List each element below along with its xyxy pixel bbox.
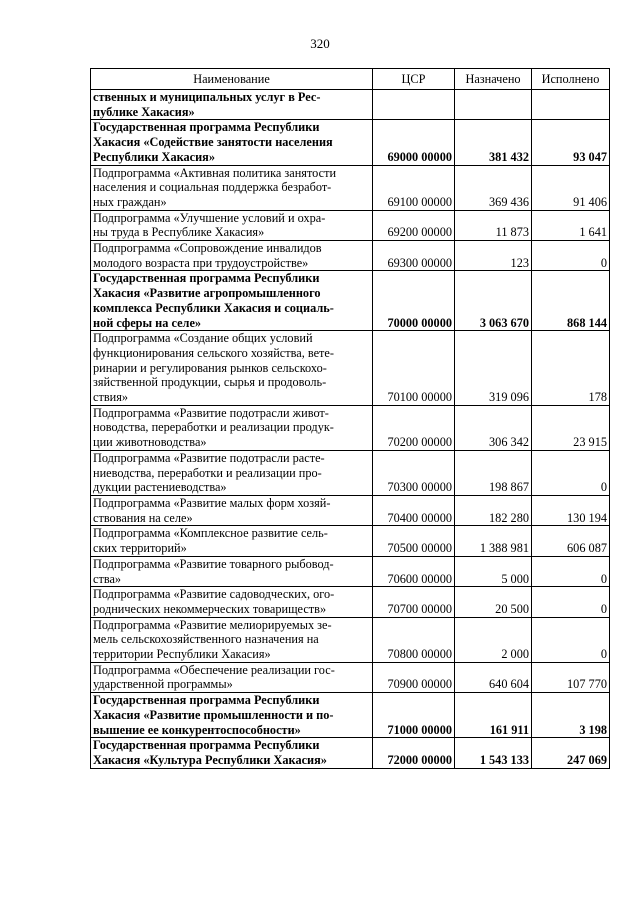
row-name: Подпрограмма «Развитие товарного рыбовод- ства»: [91, 556, 373, 586]
row-executed: 1 641: [532, 210, 610, 240]
row-csr: 71000 00000: [373, 693, 455, 738]
table-row: [91, 495, 610, 525]
table-row: [91, 331, 610, 406]
row-executed: 606 087: [532, 526, 610, 556]
row-name: Государственная программа Республики Хакасия «Развитие агропромышленного комплекса Республики Хакасия и социаль- ной сферы на селе»: [91, 271, 373, 331]
row-name: Подпрограмма «Комплексное развитие сель- ских территорий»: [91, 526, 373, 556]
row-assigned: 640 604: [455, 662, 532, 692]
row-csr: 72000 00000: [373, 738, 455, 768]
row-assigned: 20 500: [455, 587, 532, 617]
row-executed: [532, 90, 610, 120]
row-executed: 0: [532, 556, 610, 586]
row-name: Подпрограмма «Сопровождение инвалидов молодого возраста при трудоустройстве»: [91, 241, 373, 271]
table-row: [91, 241, 610, 271]
row-executed: 868 144: [532, 271, 610, 331]
row-executed: 178: [532, 331, 610, 406]
row-name: Государственная программа Республики Хакасия «Культура Республики Хакасия»: [91, 738, 373, 768]
table-row: [91, 90, 610, 120]
row-assigned: 161 911: [455, 693, 532, 738]
row-csr: 70900 00000: [373, 662, 455, 692]
table-row: [91, 556, 610, 586]
row-assigned: 123: [455, 241, 532, 271]
row-name: Подпрограмма «Развитие малых форм хозяй- ствования на селе»: [91, 495, 373, 525]
row-name: Подпрограмма «Активная политика занятости населения и социальная поддержка безработ- ных граждан»: [91, 165, 373, 210]
row-csr: 69300 00000: [373, 241, 455, 271]
header-name: Наименование: [91, 69, 373, 90]
row-assigned: [455, 90, 532, 120]
row-assigned: 182 280: [455, 495, 532, 525]
row-name: Подпрограмма «Развитие садоводческих, ого- роднических некоммерческих товариществ»: [91, 587, 373, 617]
header-csr: ЦСР: [373, 69, 455, 90]
header-executed: Исполнено: [532, 69, 610, 90]
row-assigned: 5 000: [455, 556, 532, 586]
row-executed: 3 198: [532, 693, 610, 738]
row-csr: 70000 00000: [373, 271, 455, 331]
row-name: Подпрограмма «Развитие подотрасли расте- ниеводства, переработки и реализации про- дукции растениеводства»: [91, 450, 373, 495]
row-assigned: 369 436: [455, 165, 532, 210]
row-assigned: 306 342: [455, 405, 532, 450]
row-executed: 0: [532, 241, 610, 271]
page-number: 320: [310, 36, 330, 51]
table-row: [91, 662, 610, 692]
row-executed: 93 047: [532, 120, 610, 165]
row-executed: 0: [532, 450, 610, 495]
row-name: ственных и муниципальных услуг в Рес- публике Хакасия»: [91, 90, 373, 120]
row-csr: 70400 00000: [373, 495, 455, 525]
row-name: Подпрограмма «Развитие мелиорируемых зе- мель сельскохозяйственного назначения на территории Республики Хакасия»: [91, 617, 373, 662]
row-executed: 23 915: [532, 405, 610, 450]
table-row: [91, 450, 610, 495]
table-row: [91, 405, 610, 450]
table-row: [91, 738, 610, 768]
row-csr: 69100 00000: [373, 165, 455, 210]
row-name: Государственная программа Республики Хакасия «Содействие занятости населения Республики Хакасия»: [91, 120, 373, 165]
row-assigned: 3 063 670: [455, 271, 532, 331]
header-assigned: Назначено: [455, 69, 532, 90]
row-assigned: 1 388 981: [455, 526, 532, 556]
row-executed: 247 069: [532, 738, 610, 768]
row-executed: 107 770: [532, 662, 610, 692]
table-row: [91, 693, 610, 738]
row-assigned: 2 000: [455, 617, 532, 662]
table-row: [91, 617, 610, 662]
row-name: Подпрограмма «Улучшение условий и охра- ны труда в Республике Хакасия»: [91, 210, 373, 240]
table-row: [91, 271, 610, 331]
row-name: Подпрограмма «Развитие подотрасли живот- новодства, переработки и реализации продук- ции животноводства»: [91, 405, 373, 450]
row-csr: 70600 00000: [373, 556, 455, 586]
row-csr: 70700 00000: [373, 587, 455, 617]
row-executed: 91 406: [532, 165, 610, 210]
row-assigned: 11 873: [455, 210, 532, 240]
row-name: Подпрограмма «Создание общих условий функционирования сельского хозяйства, вете- ринарии и регулирования рынков сельскохо- зяйственной продукции, сырья и продоволь- ствия»: [91, 331, 373, 406]
table-header-row: [91, 69, 610, 90]
row-csr: [373, 90, 455, 120]
row-csr: 70500 00000: [373, 526, 455, 556]
row-assigned: 198 867: [455, 450, 532, 495]
table-body: [91, 90, 610, 769]
table-row: [91, 210, 610, 240]
table-row: [91, 165, 610, 210]
table-row: [91, 120, 610, 165]
row-csr: 70100 00000: [373, 331, 455, 406]
row-name: Государственная программа Республики Хакасия «Развитие промышленности и по- вышение ее конкурентоспособности»: [91, 693, 373, 738]
row-csr: 69200 00000: [373, 210, 455, 240]
row-csr: 70300 00000: [373, 450, 455, 495]
table-row: [91, 526, 610, 556]
row-assigned: 381 432: [455, 120, 532, 165]
row-csr: 69000 00000: [373, 120, 455, 165]
table-row: [91, 587, 610, 617]
row-executed: 130 194: [532, 495, 610, 525]
row-executed: 0: [532, 617, 610, 662]
row-assigned: 319 096: [455, 331, 532, 406]
row-csr: 70800 00000: [373, 617, 455, 662]
row-name: Подпрограмма «Обеспечение реализации гос- ударственной программы»: [91, 662, 373, 692]
row-executed: 0: [532, 587, 610, 617]
row-assigned: 1 543 133: [455, 738, 532, 768]
budget-execution-table: [90, 68, 610, 769]
row-csr: 70200 00000: [373, 405, 455, 450]
